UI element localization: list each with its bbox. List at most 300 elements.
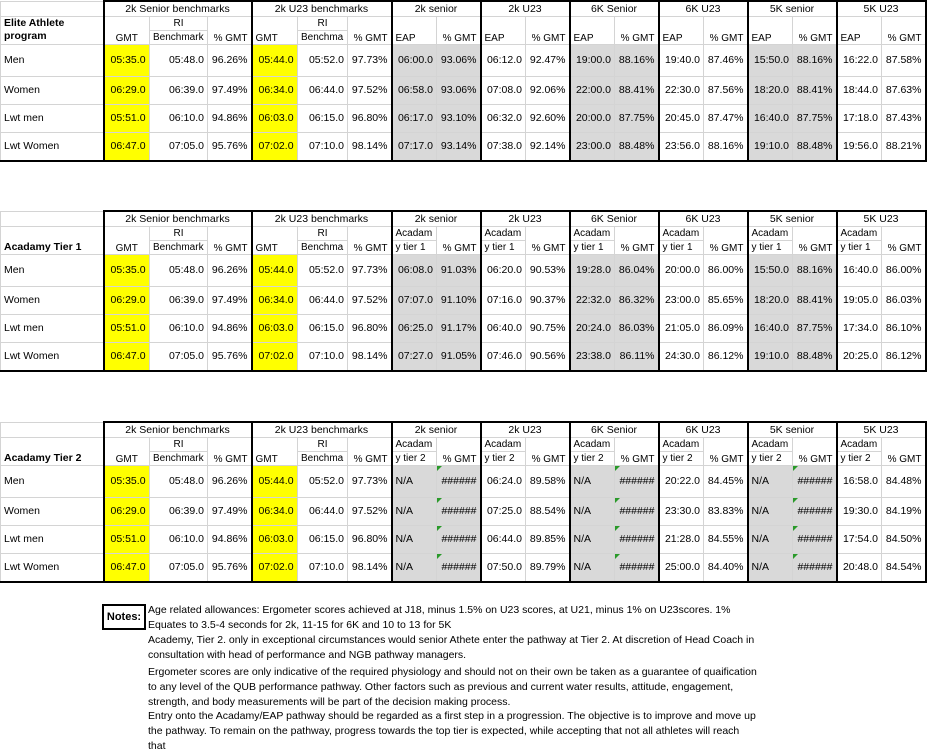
- sub-eap: EAP: [748, 17, 793, 45]
- cell[interactable]: 07:10.0: [298, 554, 348, 583]
- sub-eap: EAP: [481, 17, 526, 45]
- cell[interactable]: 86.00%: [704, 255, 748, 287]
- cell[interactable]: 06:03.0: [252, 526, 298, 554]
- cell[interactable]: 96.80%: [348, 315, 392, 343]
- cell[interactable]: 86.10%: [882, 315, 926, 343]
- cell[interactable]: 05:51.0: [104, 105, 150, 133]
- cell[interactable]: 84.40%: [704, 554, 748, 583]
- cell[interactable]: 97.73%: [348, 466, 392, 498]
- section-title: Acadamy Tier 2: [1, 438, 104, 466]
- group-header-1: 2k senior: [392, 422, 481, 438]
- cell[interactable]: 17:34.0: [837, 315, 882, 343]
- cell[interactable]: 19:30.0: [837, 498, 882, 526]
- cell[interactable]: 84.45%: [704, 466, 748, 498]
- cell[interactable]: 18:44.0: [837, 77, 882, 105]
- cell[interactable]: 05:44.0: [252, 466, 298, 498]
- sub-acad-top: Acadam: [481, 438, 526, 452]
- cell[interactable]: N/A: [570, 554, 615, 583]
- row-label: Women: [1, 498, 104, 526]
- cell[interactable]: 21:05.0: [659, 315, 704, 343]
- cell[interactable]: 06:15.0: [298, 315, 348, 343]
- cell[interactable]: 89.58%: [526, 466, 570, 498]
- cell[interactable]: 05:48.0: [150, 255, 208, 287]
- sub-pct-u23: % GMT: [348, 227, 392, 255]
- cell[interactable]: ######: [793, 526, 837, 554]
- cell[interactable]: 07:02.0: [252, 133, 298, 162]
- cell[interactable]: 20:00.0: [659, 255, 704, 287]
- cell[interactable]: 89.85%: [526, 526, 570, 554]
- cell[interactable]: N/A: [570, 498, 615, 526]
- table-row: [1, 77, 926, 105]
- cell[interactable]: 20:48.0: [837, 554, 882, 583]
- cell[interactable]: 23:30.0: [659, 498, 704, 526]
- cell[interactable]: ######: [793, 554, 837, 583]
- cell[interactable]: 91.17%: [437, 315, 481, 343]
- cell[interactable]: 06:34.0: [252, 287, 298, 315]
- cell[interactable]: 86.04%: [615, 255, 659, 287]
- sub-eap: EAP: [392, 17, 437, 45]
- cell[interactable]: 86.12%: [704, 343, 748, 372]
- cell[interactable]: 16:40.0: [748, 105, 793, 133]
- cell[interactable]: 25:00.0: [659, 554, 704, 583]
- cell[interactable]: 96.26%: [208, 45, 252, 77]
- cell[interactable]: 06:47.0: [104, 133, 150, 162]
- cell[interactable]: 94.86%: [208, 526, 252, 554]
- cell[interactable]: 84.19%: [882, 498, 926, 526]
- notes-label: Notes:: [102, 604, 146, 630]
- sub-acad-tier: y tier 1: [392, 241, 437, 255]
- sub-pct-acad: % GMT: [615, 227, 659, 255]
- row-label: Women: [1, 287, 104, 315]
- cell[interactable]: 07:05.0: [150, 554, 208, 583]
- cell[interactable]: 94.86%: [208, 315, 252, 343]
- group-header-2: 2k U23: [481, 1, 570, 17]
- table-row: [1, 105, 926, 133]
- cell[interactable]: ######: [615, 526, 659, 554]
- cell[interactable]: 88.41%: [615, 77, 659, 105]
- cell[interactable]: 24:30.0: [659, 343, 704, 372]
- cell[interactable]: 07:46.0: [481, 343, 526, 372]
- cell[interactable]: 96.26%: [208, 466, 252, 498]
- section-title: Elite Athlete program: [1, 17, 104, 45]
- cell[interactable]: 88.48%: [793, 343, 837, 372]
- cell[interactable]: 86.11%: [615, 343, 659, 372]
- sub-acad-tier: y tier 2: [570, 452, 615, 466]
- sub-acad-tier: y tier 1: [837, 241, 882, 255]
- cell[interactable]: 87.75%: [615, 105, 659, 133]
- cell[interactable]: 86.12%: [882, 343, 926, 372]
- cell[interactable]: 88.41%: [793, 287, 837, 315]
- cell[interactable]: 98.14%: [348, 554, 392, 583]
- row-label: Men: [1, 255, 104, 287]
- cell[interactable]: 19:40.0: [659, 45, 704, 77]
- sub-pct: % GMT: [208, 17, 252, 45]
- cell[interactable]: 21:28.0: [659, 526, 704, 554]
- benchmark-table-1: [0, 0, 927, 162]
- sub-acad-top: Acadam: [392, 438, 437, 452]
- cell[interactable]: 17:54.0: [837, 526, 882, 554]
- sub-ri-benchmark: Benchmark: [150, 31, 208, 45]
- group-header-1: 2k senior: [392, 1, 481, 17]
- cell[interactable]: 91.10%: [437, 287, 481, 315]
- cell[interactable]: 07:05.0: [150, 343, 208, 372]
- sub-pct-acad: % GMT: [526, 227, 570, 255]
- cell[interactable]: 95.76%: [208, 133, 252, 162]
- cell[interactable]: ######: [793, 466, 837, 498]
- row-label: Lwt men: [1, 526, 104, 554]
- sub-pct: % GMT: [208, 438, 252, 466]
- cell[interactable]: 15:50.0: [748, 255, 793, 287]
- note-ergometer-scores: Ergometer scores are only indicative of the required physiology and should not on their own be taken as a guarantee of quaification to any level of the QUB performance pathway. Other factors such as previous and current water results, attitude, engagement, strength, and body measurements will be part of the decision making process.: [148, 666, 757, 708]
- cell[interactable]: N/A: [392, 526, 437, 554]
- section-title: Acadamy Tier 1: [1, 227, 104, 255]
- sub-ri-benchmark: Benchmark: [150, 241, 208, 255]
- cell[interactable]: 87.58%: [882, 45, 926, 77]
- cell[interactable]: 18:20.0: [748, 77, 793, 105]
- cell[interactable]: ######: [437, 554, 481, 583]
- cell[interactable]: 93.06%: [437, 45, 481, 77]
- cell[interactable]: 86.32%: [615, 287, 659, 315]
- cell[interactable]: 16:40.0: [837, 255, 882, 287]
- sub-pct-eap: % GMT: [615, 17, 659, 45]
- sub-eap: EAP: [570, 17, 615, 45]
- cell[interactable]: 84.54%: [882, 554, 926, 583]
- sub-ri-top: RI: [150, 227, 208, 241]
- sub-gmt: GMT: [104, 438, 150, 466]
- cell[interactable]: 84.55%: [704, 526, 748, 554]
- cell[interactable]: 84.48%: [882, 466, 926, 498]
- cell[interactable]: 92.14%: [526, 133, 570, 162]
- note-tier2-entry: Academy, Tier 2. only in exceptional circumstances would senior Athete enter the pathway at Tier 2. At discretion of Head Coach in consultation with head of performance and NGB pathway managers.: [148, 634, 755, 661]
- table-row: [1, 343, 926, 372]
- cell[interactable]: 07:10.0: [298, 343, 348, 372]
- sub-pct-acad: % GMT: [615, 438, 659, 466]
- cell[interactable]: N/A: [748, 554, 793, 583]
- corner-cell: [1, 211, 104, 227]
- cell[interactable]: 88.54%: [526, 498, 570, 526]
- sub-acad-top: Acadam: [837, 227, 882, 241]
- cell[interactable]: 05:52.0: [298, 466, 348, 498]
- note-pathway-progression: Entry onto the Acadamy/EAP pathway should be regarded as a first step in a progression. The objective is to improve and move up the pathway. To remain on the pathway, progress towards the top tier is expected, while accepting that not all athletes will reach that: [148, 710, 756, 752]
- cell[interactable]: 22:30.0: [659, 77, 704, 105]
- senior-bench-header: 2k Senior benchmarks: [104, 211, 252, 227]
- table-row: [1, 554, 926, 583]
- cell[interactable]: 19:10.0: [748, 133, 793, 162]
- cell[interactable]: 05:52.0: [298, 45, 348, 77]
- cell[interactable]: 87.47%: [704, 105, 748, 133]
- cell[interactable]: 87.56%: [704, 77, 748, 105]
- cell[interactable]: 07:17.0: [392, 133, 437, 162]
- cell[interactable]: 07:16.0: [481, 287, 526, 315]
- cell[interactable]: 93.10%: [437, 105, 481, 133]
- sub-pct-acad: % GMT: [793, 227, 837, 255]
- cell[interactable]: 87.46%: [704, 45, 748, 77]
- cell[interactable]: 92.06%: [526, 77, 570, 105]
- cell[interactable]: 06:34.0: [252, 77, 298, 105]
- cell[interactable]: 06:24.0: [481, 466, 526, 498]
- cell[interactable]: 07:07.0: [392, 287, 437, 315]
- sub-gmt: GMT: [104, 17, 150, 45]
- sub-acad-top: Acadam: [481, 227, 526, 241]
- sub-acad-top: Acadam: [748, 438, 793, 452]
- cell[interactable]: 92.60%: [526, 105, 570, 133]
- cell[interactable]: 07:10.0: [298, 133, 348, 162]
- cell[interactable]: 06:44.0: [298, 77, 348, 105]
- cell[interactable]: 88.16%: [793, 45, 837, 77]
- cell[interactable]: 06:44.0: [298, 287, 348, 315]
- cell[interactable]: 88.16%: [615, 45, 659, 77]
- cell[interactable]: N/A: [748, 498, 793, 526]
- benchmark-table-2: [0, 210, 927, 372]
- cell[interactable]: 06:10.0: [150, 526, 208, 554]
- cell[interactable]: 83.83%: [704, 498, 748, 526]
- cell[interactable]: 23:38.0: [570, 343, 615, 372]
- group-header-3: 6K Senior: [570, 1, 659, 17]
- cell[interactable]: 97.52%: [348, 287, 392, 315]
- cell[interactable]: 05:44.0: [252, 255, 298, 287]
- cell[interactable]: 90.37%: [526, 287, 570, 315]
- cell[interactable]: 86.03%: [882, 287, 926, 315]
- cell[interactable]: 90.75%: [526, 315, 570, 343]
- sub-pct-acad: % GMT: [704, 227, 748, 255]
- cell[interactable]: ######: [437, 526, 481, 554]
- cell[interactable]: N/A: [748, 526, 793, 554]
- group-header-3: 6K Senior: [570, 211, 659, 227]
- cell[interactable]: 88.48%: [615, 133, 659, 162]
- sub-pct-acad: % GMT: [437, 438, 481, 466]
- cell[interactable]: 95.76%: [208, 343, 252, 372]
- cell[interactable]: 16:22.0: [837, 45, 882, 77]
- sub-pct-eap: % GMT: [437, 17, 481, 45]
- cell[interactable]: 88.48%: [793, 133, 837, 162]
- cell[interactable]: 86.00%: [882, 255, 926, 287]
- cell[interactable]: 19:10.0: [748, 343, 793, 372]
- cell[interactable]: 06:03.0: [252, 315, 298, 343]
- cell[interactable]: 88.41%: [793, 77, 837, 105]
- cell[interactable]: 96.26%: [208, 255, 252, 287]
- cell[interactable]: 97.73%: [348, 45, 392, 77]
- cell[interactable]: 20:24.0: [570, 315, 615, 343]
- cell[interactable]: 98.14%: [348, 133, 392, 162]
- cell[interactable]: 86.09%: [704, 315, 748, 343]
- cell[interactable]: 06:17.0: [392, 105, 437, 133]
- cell[interactable]: 96.80%: [348, 526, 392, 554]
- cell[interactable]: ######: [615, 498, 659, 526]
- table-row: [1, 133, 926, 162]
- row-label: Lwt Women: [1, 133, 104, 162]
- cell[interactable]: 05:51.0: [104, 315, 150, 343]
- cell[interactable]: 97.73%: [348, 255, 392, 287]
- sub-eap: EAP: [837, 17, 882, 45]
- cell[interactable]: ######: [615, 466, 659, 498]
- cell[interactable]: 19:56.0: [837, 133, 882, 162]
- cell[interactable]: 07:02.0: [252, 554, 298, 583]
- cell[interactable]: 91.05%: [437, 343, 481, 372]
- cell[interactable]: 06:47.0: [104, 554, 150, 583]
- cell[interactable]: 16:58.0: [837, 466, 882, 498]
- cell[interactable]: 07:50.0: [481, 554, 526, 583]
- group-header-6: 5K U23: [837, 211, 926, 227]
- cell[interactable]: 87.75%: [793, 105, 837, 133]
- cell[interactable]: 15:50.0: [748, 45, 793, 77]
- cell[interactable]: 07:08.0: [481, 77, 526, 105]
- cell[interactable]: 19:05.0: [837, 287, 882, 315]
- cell[interactable]: 20:22.0: [659, 466, 704, 498]
- cell[interactable]: N/A: [392, 498, 437, 526]
- cell[interactable]: 06:08.0: [392, 255, 437, 287]
- row-label: Lwt Women: [1, 343, 104, 372]
- cell[interactable]: 97.49%: [208, 287, 252, 315]
- cell[interactable]: 20:45.0: [659, 105, 704, 133]
- cell[interactable]: 06:39.0: [150, 287, 208, 315]
- table-row: [1, 45, 926, 77]
- sub-gmt: GMT: [104, 227, 150, 255]
- sub-pct-acad: % GMT: [882, 227, 926, 255]
- cell[interactable]: 06:10.0: [150, 105, 208, 133]
- cell[interactable]: 05:48.0: [150, 466, 208, 498]
- cell[interactable]: 06:29.0: [104, 287, 150, 315]
- cell[interactable]: 05:35.0: [104, 255, 150, 287]
- cell[interactable]: 06:25.0: [392, 315, 437, 343]
- cell[interactable]: 97.52%: [348, 498, 392, 526]
- senior-bench-header: 2k Senior benchmarks: [104, 1, 252, 17]
- cell[interactable]: 06:58.0: [392, 77, 437, 105]
- table-row: [1, 287, 926, 315]
- cell[interactable]: 84.50%: [882, 526, 926, 554]
- cell[interactable]: 06:20.0: [481, 255, 526, 287]
- cell[interactable]: 07:38.0: [481, 133, 526, 162]
- cell[interactable]: 06:03.0: [252, 105, 298, 133]
- cell[interactable]: 90.53%: [526, 255, 570, 287]
- corner-cell: [1, 1, 104, 17]
- cell[interactable]: 23:00.0: [570, 133, 615, 162]
- cell[interactable]: 85.65%: [704, 287, 748, 315]
- cell[interactable]: 22:00.0: [570, 77, 615, 105]
- group-header-4: 6K U23: [659, 211, 748, 227]
- cell[interactable]: 06:29.0: [104, 77, 150, 105]
- cell[interactable]: 97.52%: [348, 77, 392, 105]
- cell[interactable]: 23:56.0: [659, 133, 704, 162]
- cell[interactable]: 06:00.0: [392, 45, 437, 77]
- cell[interactable]: 94.86%: [208, 105, 252, 133]
- cell[interactable]: 20:25.0: [837, 343, 882, 372]
- cell[interactable]: 88.16%: [793, 255, 837, 287]
- cell[interactable]: 06:10.0: [150, 315, 208, 343]
- sub-ri-benchma: Benchma: [298, 241, 348, 255]
- cell[interactable]: 98.14%: [348, 343, 392, 372]
- cell[interactable]: 05:35.0: [104, 45, 150, 77]
- cell[interactable]: 18:20.0: [748, 287, 793, 315]
- cell[interactable]: N/A: [392, 554, 437, 583]
- cell[interactable]: 87.63%: [882, 77, 926, 105]
- cell[interactable]: N/A: [748, 466, 793, 498]
- cell[interactable]: 07:25.0: [481, 498, 526, 526]
- cell[interactable]: N/A: [392, 466, 437, 498]
- group-header-6: 5K U23: [837, 422, 926, 438]
- cell[interactable]: 87.43%: [882, 105, 926, 133]
- cell[interactable]: 05:48.0: [150, 45, 208, 77]
- cell[interactable]: 06:44.0: [481, 526, 526, 554]
- cell[interactable]: ######: [437, 498, 481, 526]
- cell[interactable]: 91.03%: [437, 255, 481, 287]
- cell[interactable]: 93.06%: [437, 77, 481, 105]
- cell[interactable]: ######: [793, 498, 837, 526]
- u23-bench-header: 2k U23 benchmarks: [252, 211, 392, 227]
- cell[interactable]: 96.80%: [348, 105, 392, 133]
- sub-acad-tier: y tier 1: [748, 241, 793, 255]
- cell[interactable]: 06:32.0: [481, 105, 526, 133]
- sub-ri-benchma: Benchma: [298, 31, 348, 45]
- sub-pct-u23: % GMT: [348, 17, 392, 45]
- cell[interactable]: 87.75%: [793, 315, 837, 343]
- cell[interactable]: 06:34.0: [252, 498, 298, 526]
- row-label: Lwt men: [1, 315, 104, 343]
- cell[interactable]: 06:29.0: [104, 498, 150, 526]
- cell[interactable]: 95.76%: [208, 554, 252, 583]
- cell[interactable]: 05:44.0: [252, 45, 298, 77]
- cell[interactable]: 19:28.0: [570, 255, 615, 287]
- table-row: [1, 498, 926, 526]
- cell[interactable]: 05:51.0: [104, 526, 150, 554]
- cell[interactable]: 06:44.0: [298, 498, 348, 526]
- cell[interactable]: 07:05.0: [150, 133, 208, 162]
- cell[interactable]: 07:27.0: [392, 343, 437, 372]
- cell[interactable]: 06:39.0: [150, 498, 208, 526]
- cell[interactable]: ######: [615, 554, 659, 583]
- sub-pct-acad: % GMT: [437, 227, 481, 255]
- sub-eap: EAP: [659, 17, 704, 45]
- sub-acad-top: Acadam: [570, 227, 615, 241]
- cell[interactable]: 06:47.0: [104, 343, 150, 372]
- cell[interactable]: 22:32.0: [570, 287, 615, 315]
- cell[interactable]: 86.03%: [615, 315, 659, 343]
- sub-acad-top: Acadam: [659, 438, 704, 452]
- cell[interactable]: 23:00.0: [659, 287, 704, 315]
- cell[interactable]: 20:00.0: [570, 105, 615, 133]
- cell[interactable]: 17:18.0: [837, 105, 882, 133]
- sub-pct-eap: % GMT: [793, 17, 837, 45]
- sub-acad-tier: y tier 1: [481, 241, 526, 255]
- cell[interactable]: N/A: [570, 466, 615, 498]
- cell[interactable]: 06:39.0: [150, 77, 208, 105]
- cell[interactable]: 93.14%: [437, 133, 481, 162]
- cell[interactable]: 07:02.0: [252, 343, 298, 372]
- cell[interactable]: 90.56%: [526, 343, 570, 372]
- cell[interactable]: 06:40.0: [481, 315, 526, 343]
- sub-acad-top: Acadam: [659, 227, 704, 241]
- cell[interactable]: 06:12.0: [481, 45, 526, 77]
- cell[interactable]: 97.49%: [208, 77, 252, 105]
- cell[interactable]: ######: [437, 466, 481, 498]
- cell[interactable]: 16:40.0: [748, 315, 793, 343]
- cell[interactable]: 88.21%: [882, 133, 926, 162]
- sub-ri-benchma: Benchma: [298, 452, 348, 466]
- cell[interactable]: 06:15.0: [298, 526, 348, 554]
- cell[interactable]: 06:15.0: [298, 105, 348, 133]
- cell[interactable]: 05:35.0: [104, 466, 150, 498]
- cell[interactable]: 19:00.0: [570, 45, 615, 77]
- sub-gmt-u23: GMT: [252, 17, 298, 45]
- corner-cell: [1, 422, 104, 438]
- cell[interactable]: N/A: [570, 526, 615, 554]
- cell[interactable]: 05:52.0: [298, 255, 348, 287]
- cell[interactable]: 97.49%: [208, 498, 252, 526]
- cell[interactable]: 92.47%: [526, 45, 570, 77]
- cell[interactable]: 89.79%: [526, 554, 570, 583]
- group-header-5: 5K senior: [748, 422, 837, 438]
- cell[interactable]: 88.16%: [704, 133, 748, 162]
- group-header-4: 6K U23: [659, 1, 748, 17]
